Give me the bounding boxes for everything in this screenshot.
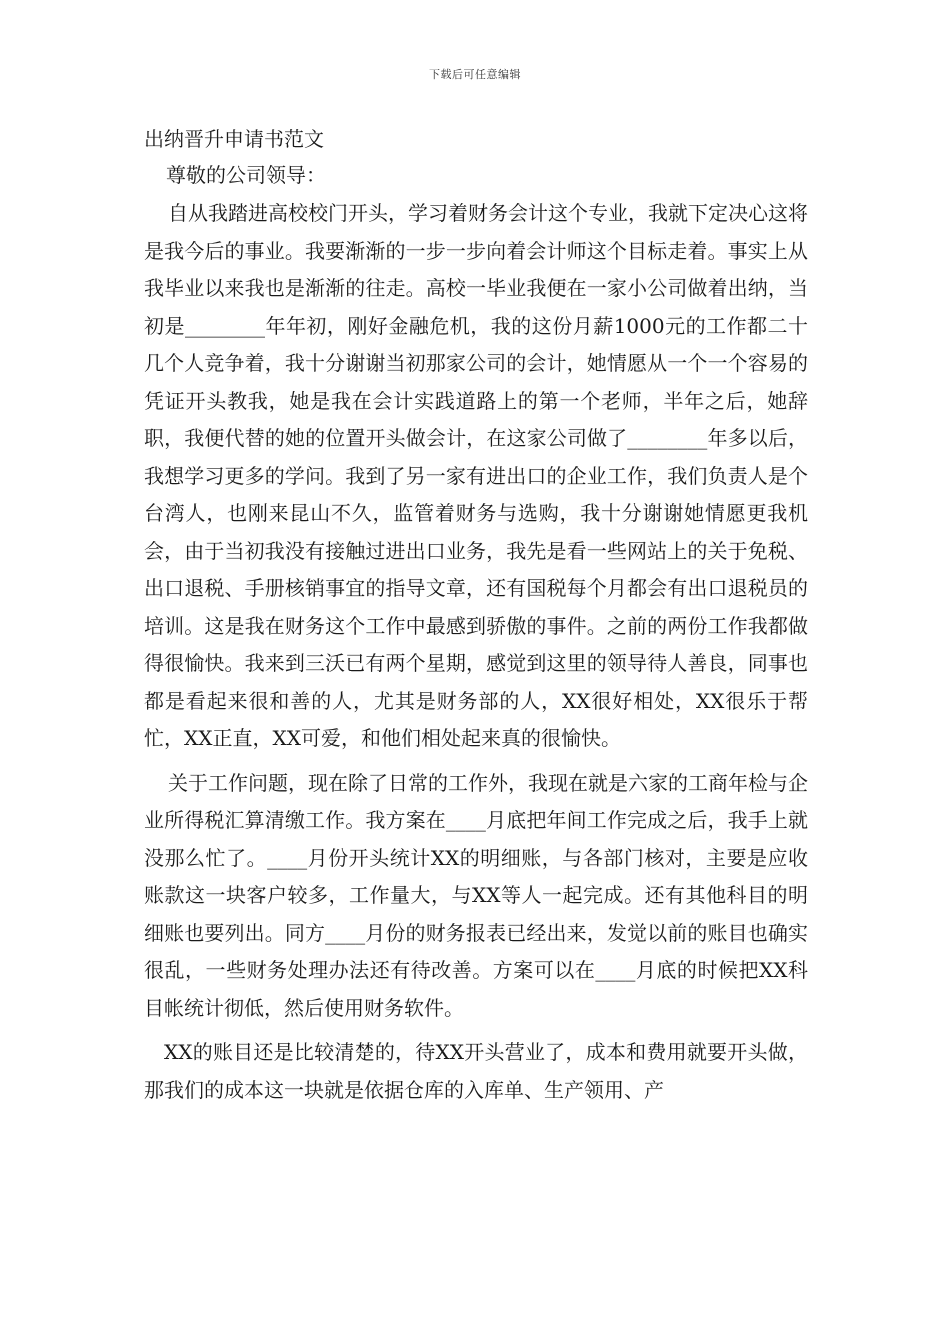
document-title: 出纳晋升申请书范文: [144, 127, 324, 151]
page-header: 下载后可任意编辑: [429, 68, 521, 81]
paragraph-1: 自从我踏进高校校门开头，学习着财务会计这个专业，我就下定决心这将是我今后的事业。我要渐渐的一步一步向着会计师这个目标走着。事实上从我毕业以来我也是渐渐的往走。高校一毕业我便在一家小公司做着出纳，当初是________年年初，刚好金融危机，我的这份月薪1000元的工作都二十几个人竞争着，我十分谢谢当初那家公司的会计，她情愿从一个一个容易的凭证开头教我，她是我在会计实践道路上的第一个老师，半年之后，她辞职，我便代替的她的位置开头做会计，在这家公司做了________年多以后，我想学习更多的学问。我到了另一家有进出口的企业工作，我们负责人是个台湾人，也刚来昆山不久，监管着财务与选购，我十分谢谢她情愿更我机会，由于当初我没有接触过进出口业务，我先是看一些网站上的关于免税、出口退税、手册核销事宜的指导文章，还有国税每个月都会有出口退税员的培训。这是我在财务这个工作中最感到骄傲的事件。之前的两份工作我都做得很愉快。我来到三沃已有两个星期，感觉到这里的领导待人善良，同事也都是看起来很和善的人，尤其是财务部的人，XX很好相处，XX很乐于帮忙，XX正直，XX可爱，和他们相处起来真的很愉快。: [144, 201, 808, 750]
document-body: [144, 195, 808, 1116]
paragraph-3: XX的账目还是比较清楚的，待XX开头营业了，成本和费用就要开头做，那我们的成本这一块就是依据仓库的入库单、生产领用、产: [144, 1040, 808, 1102]
paragraph-2: 关于工作问题，现在除了日常的工作外，我现在就是六家的工商年检与企业所得税汇算清缴工作。我方案在____月底把年间工作完成之后，我手上就没那么忙了。____月份开头统计XX的明细账，与各部门核对，主要是应收账款这一块客户较多，工作量大，与XX等人一起完成。还有其他科目的明细账也要列出。同方____月份的财务报表已经出来，发觉以前的账目也确实很乱，一些财务处理办法还有待改善。方案可以在____月底的时候把XX科目帐统计彻低，然后使用财务软件。: [144, 770, 808, 1020]
salutation: 尊敬的公司领导：: [166, 163, 326, 187]
